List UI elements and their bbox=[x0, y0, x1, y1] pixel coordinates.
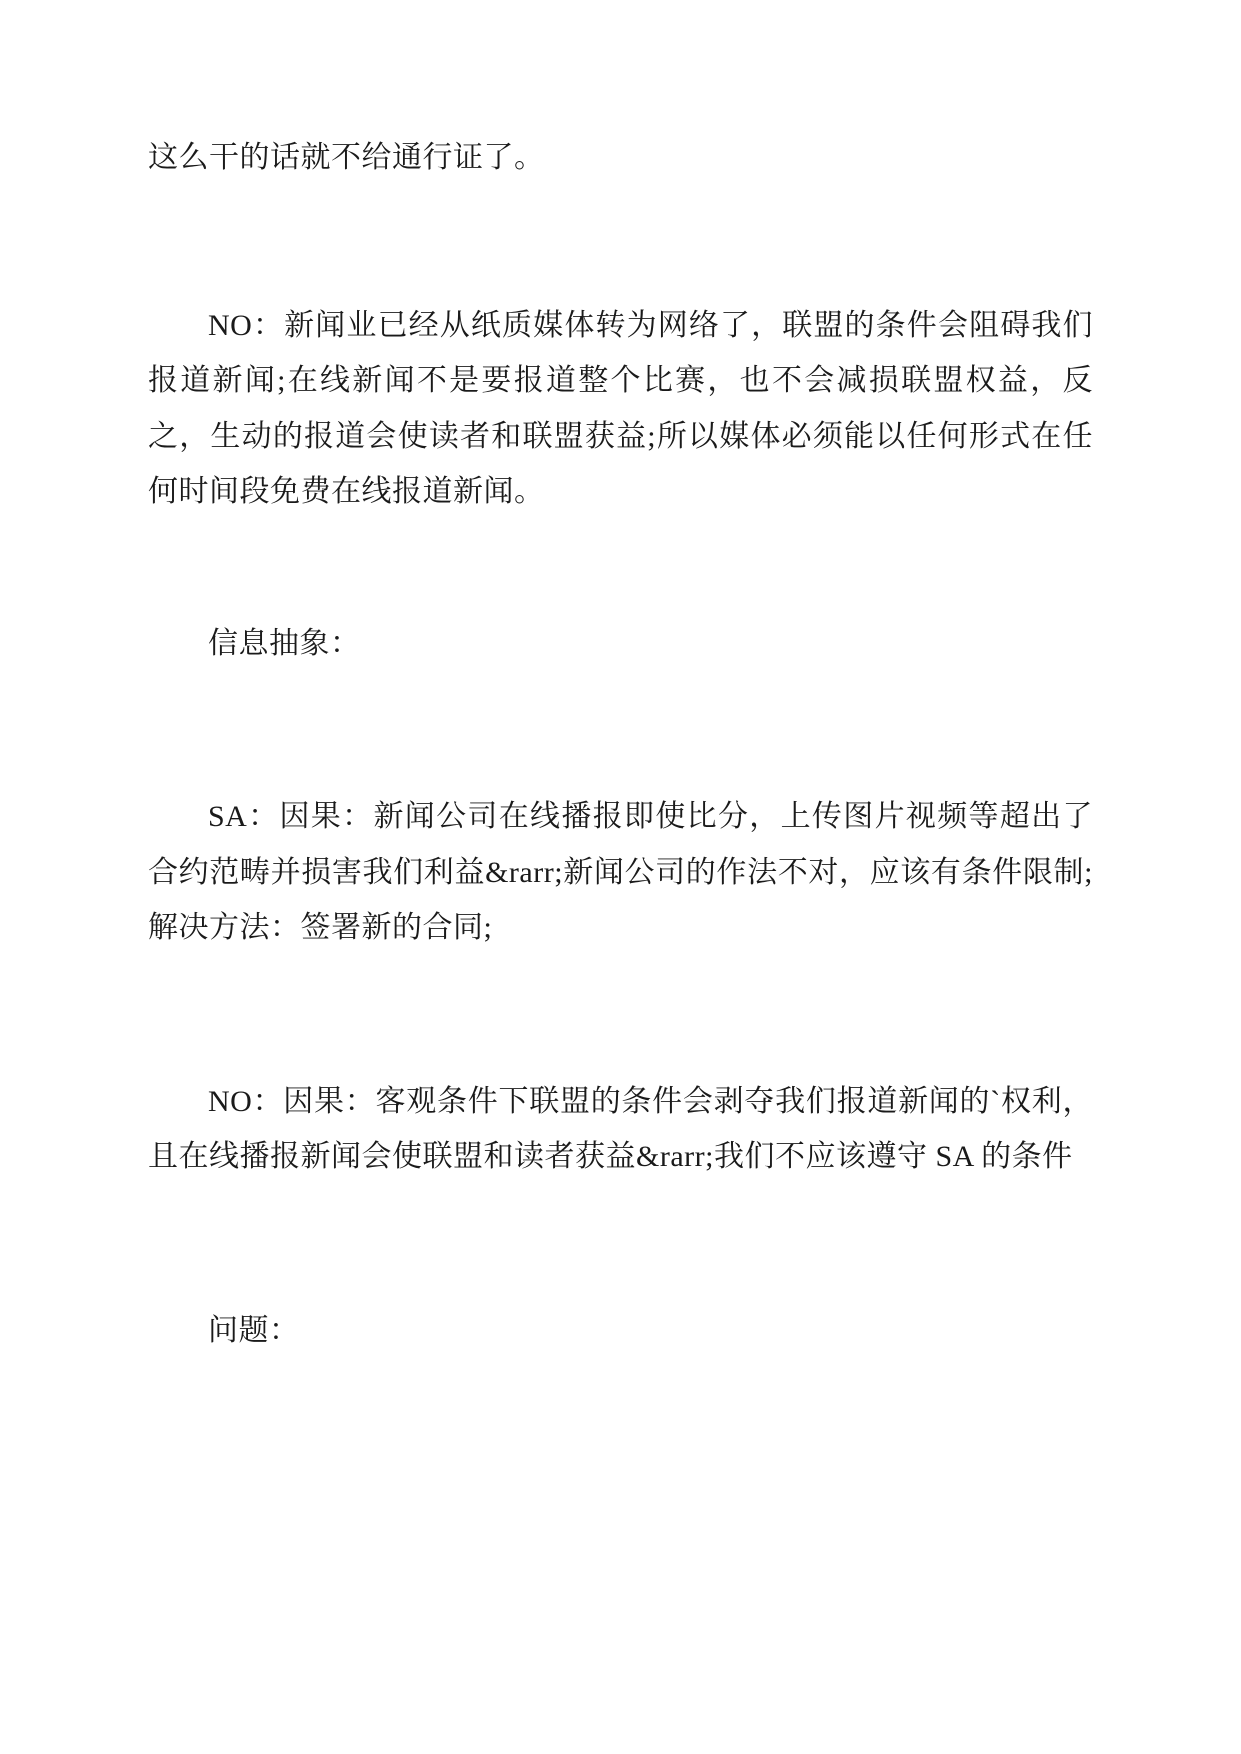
paragraph-heading-question: 问题： bbox=[208, 1313, 300, 1347]
paragraph-no-statement: NO：新闻业已经从纸质媒体转为网络了，联盟的条件会阻碍我们报道新闻;在线新闻不是要报道整个比赛，也不会减损联盟权益，反之，生动的报道会使读者和联盟获益;所以媒体必须能以任何形式在任何时间段免费在线报道新闻。 bbox=[148, 308, 1093, 508]
paragraph-sa-causality: SA：因果：新闻公司在线播报即使比分，上传图片视频等超出了合约范畴并损害我们利益&rarr;新闻公司的作法不对，应该有条件限制;解决方法：签署新的合同; bbox=[148, 800, 1093, 944]
document-body bbox=[148, 130, 1093, 1358]
paragraph-heading-info-abstract: 信息抽象： bbox=[208, 626, 361, 660]
paragraph-no-causality: NO：因果：客观条件下联盟的条件会剥夺我们报道新闻的`权利，且在线播报新闻会使联盟和读者获益&rarr;我们不应该遵守 SA 的条件 bbox=[148, 1084, 1093, 1173]
paragraph-pass-note: 这么干的话就不给通行证了。 bbox=[148, 141, 545, 174]
